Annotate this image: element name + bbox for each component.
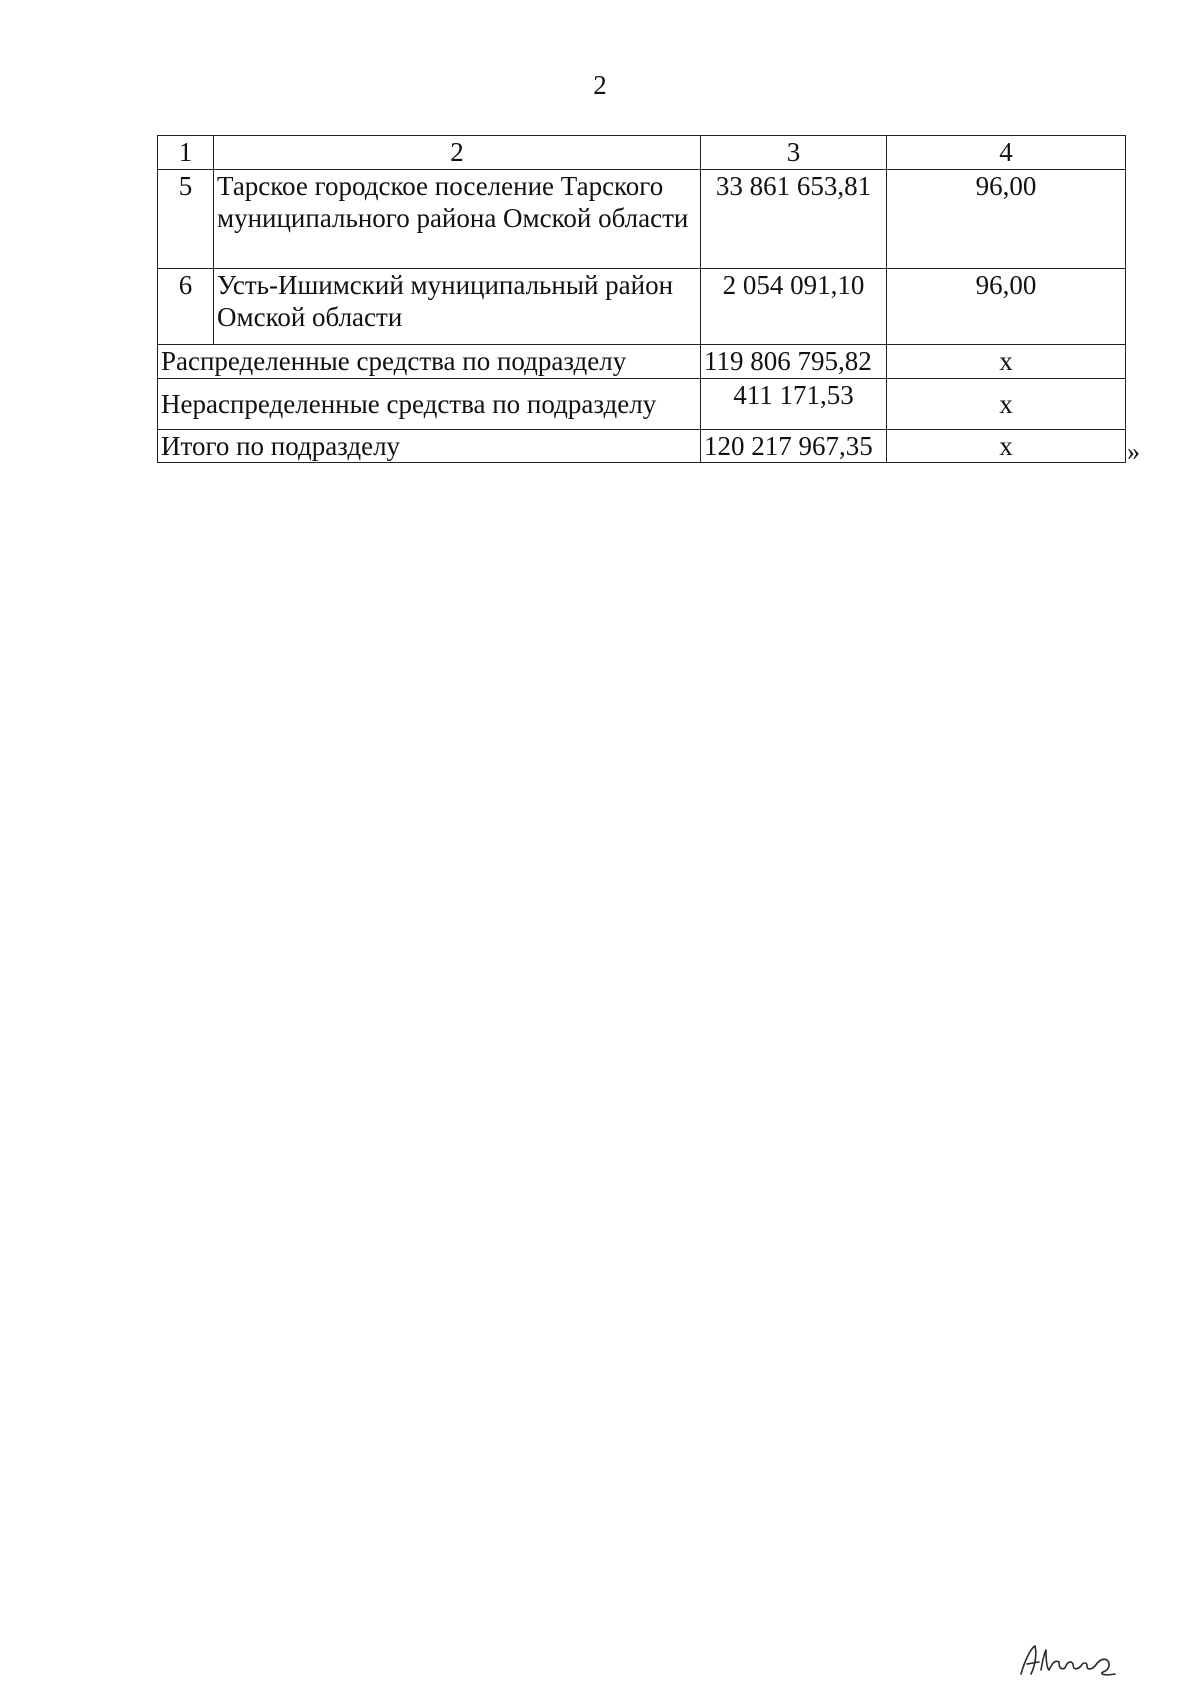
row-percent: 96,00 [887, 170, 1126, 269]
table-row [158, 170, 1126, 269]
row-amount: 2 054 091,10 [701, 269, 887, 345]
summary-mark: х [887, 345, 1126, 379]
row-name: Усть-Ишимский муниципальный район Омской области [214, 269, 701, 345]
header-cell-3: 3 [701, 136, 887, 170]
table-header-row [158, 136, 1126, 170]
row-amount: 33 861 653,81 [701, 170, 887, 269]
row-percent: 96,00 [887, 269, 1126, 345]
summary-row-total [158, 430, 1126, 463]
row-number: 6 [158, 269, 214, 345]
header-cell-1: 1 [158, 136, 214, 170]
row-name: Тарское городское поселение Тарского муниципального района Омской области [214, 170, 701, 269]
row-number: 5 [158, 170, 214, 269]
header-cell-2: 2 [214, 136, 701, 170]
summary-row-distributed [158, 345, 1126, 379]
handwritten-signature-icon [1015, 1640, 1125, 1680]
summary-label: Нераспределенные средства по подразделу [158, 379, 701, 430]
summary-row-undistributed [158, 379, 1126, 430]
header-cell-4: 4 [887, 136, 1126, 170]
allocation-table [157, 135, 1126, 463]
summary-amount: 120 217 967,35 [701, 430, 887, 463]
summary-label: Распределенные средства по подразделу [158, 345, 701, 379]
page-number: 2 [593, 70, 607, 100]
closing-quote: » [1127, 437, 1140, 466]
summary-amount: 411 171,53 [701, 379, 887, 430]
summary-amount: 119 806 795,82 [701, 345, 887, 379]
summary-label: Итого по подразделу [158, 430, 701, 463]
table-row [158, 269, 1126, 345]
summary-mark: х [887, 379, 1126, 430]
summary-mark: х [887, 430, 1126, 463]
